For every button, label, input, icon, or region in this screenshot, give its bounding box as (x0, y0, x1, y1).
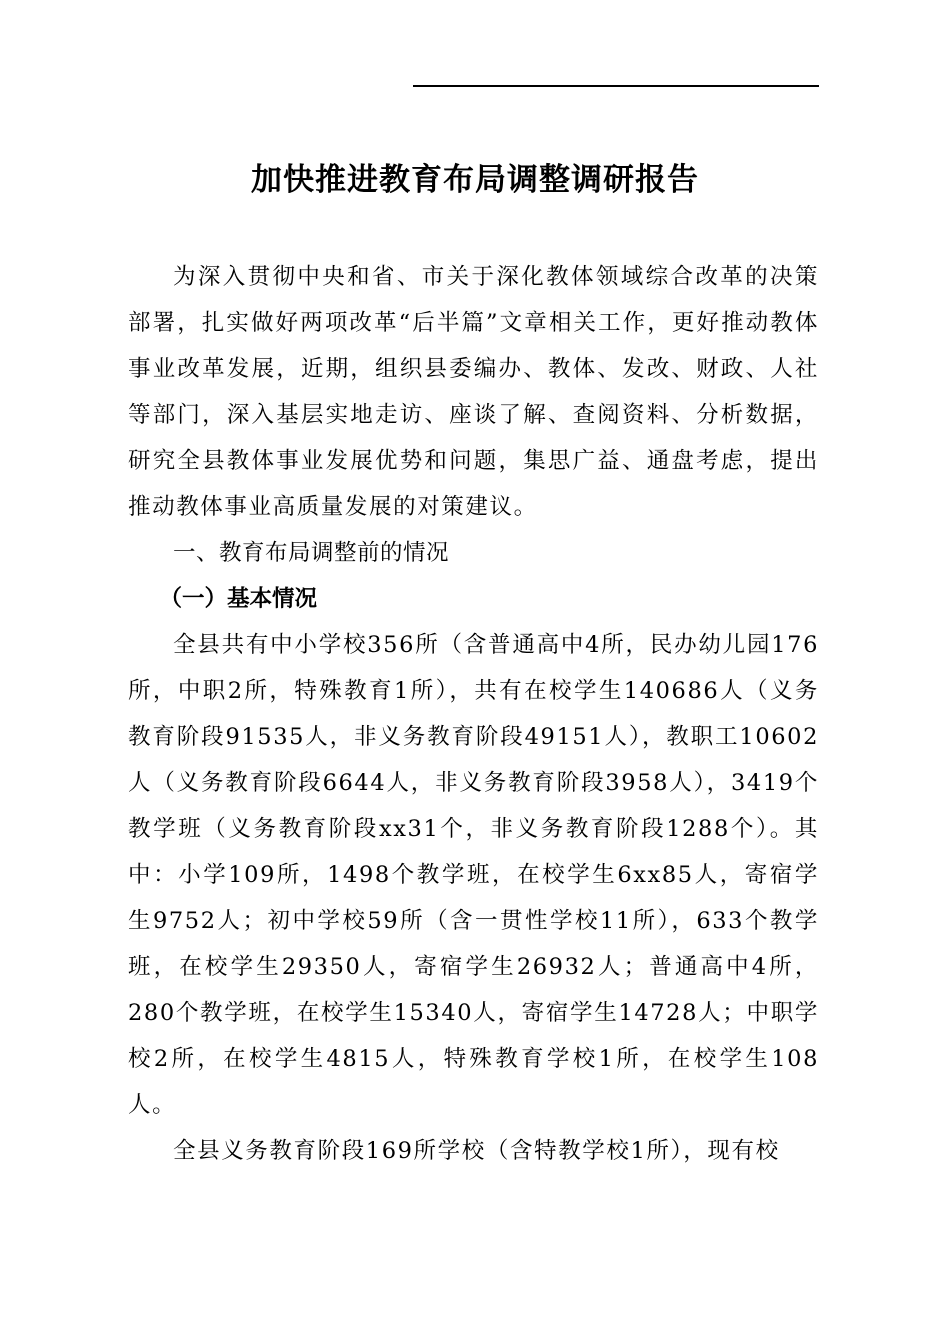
header-rule (413, 85, 819, 87)
basic-info-paragraph: 全县共有中小学校356所（含普通高中4所，民办幼儿园176所，中职2所，特殊教育1所），共有在校学生140686人（义务教育阶段91535人，非义务教育阶段49151人），教职工10602人（义务教育阶段6644人，非义务教育阶段3958人），3419个教学班（义务教育阶段xx31个，非义务教育阶段1288个）。其中：小学109所，1498个教学班，在校学生6xx85人，寄宿学生9752人；初中学校59所（含一贯性学校11所），633个教学班，在校学生29350人，寄宿学生26932人；普通高中4所，280个教学班，在校学生15340人，寄宿学生14728人；中职学校2所，在校学生4815人，特殊教育学校1所，在校学生108人。 (128, 632, 819, 1118)
section-heading: 一、教育布局调整前的情况 (173, 540, 450, 566)
document-body (128, 254, 819, 1174)
intro-paragraph: 为深入贯彻中央和省、市关于深化教体领域综合改革的决策部署，扎实做好两项改革“后半篇”文章相关工作，更好推动教体事业改革发展，近期，组织县委编办、教体、发改、财政、人社等部门，深入基层实地走访、座谈了解、查阅资料、分析数据，研究全县教体事业发展优势和问题，集思广益、通盘考虑，提出推动教体事业高质量发展的对策建议。 (128, 264, 819, 520)
compulsory-education-paragraph: 全县义务教育阶段169所学校（含特教学校1所），现有校 (173, 1138, 780, 1164)
subsection-heading: （一）基本情况 (159, 586, 318, 612)
document-title: 加快推进教育布局调整调研报告 (251, 162, 699, 198)
